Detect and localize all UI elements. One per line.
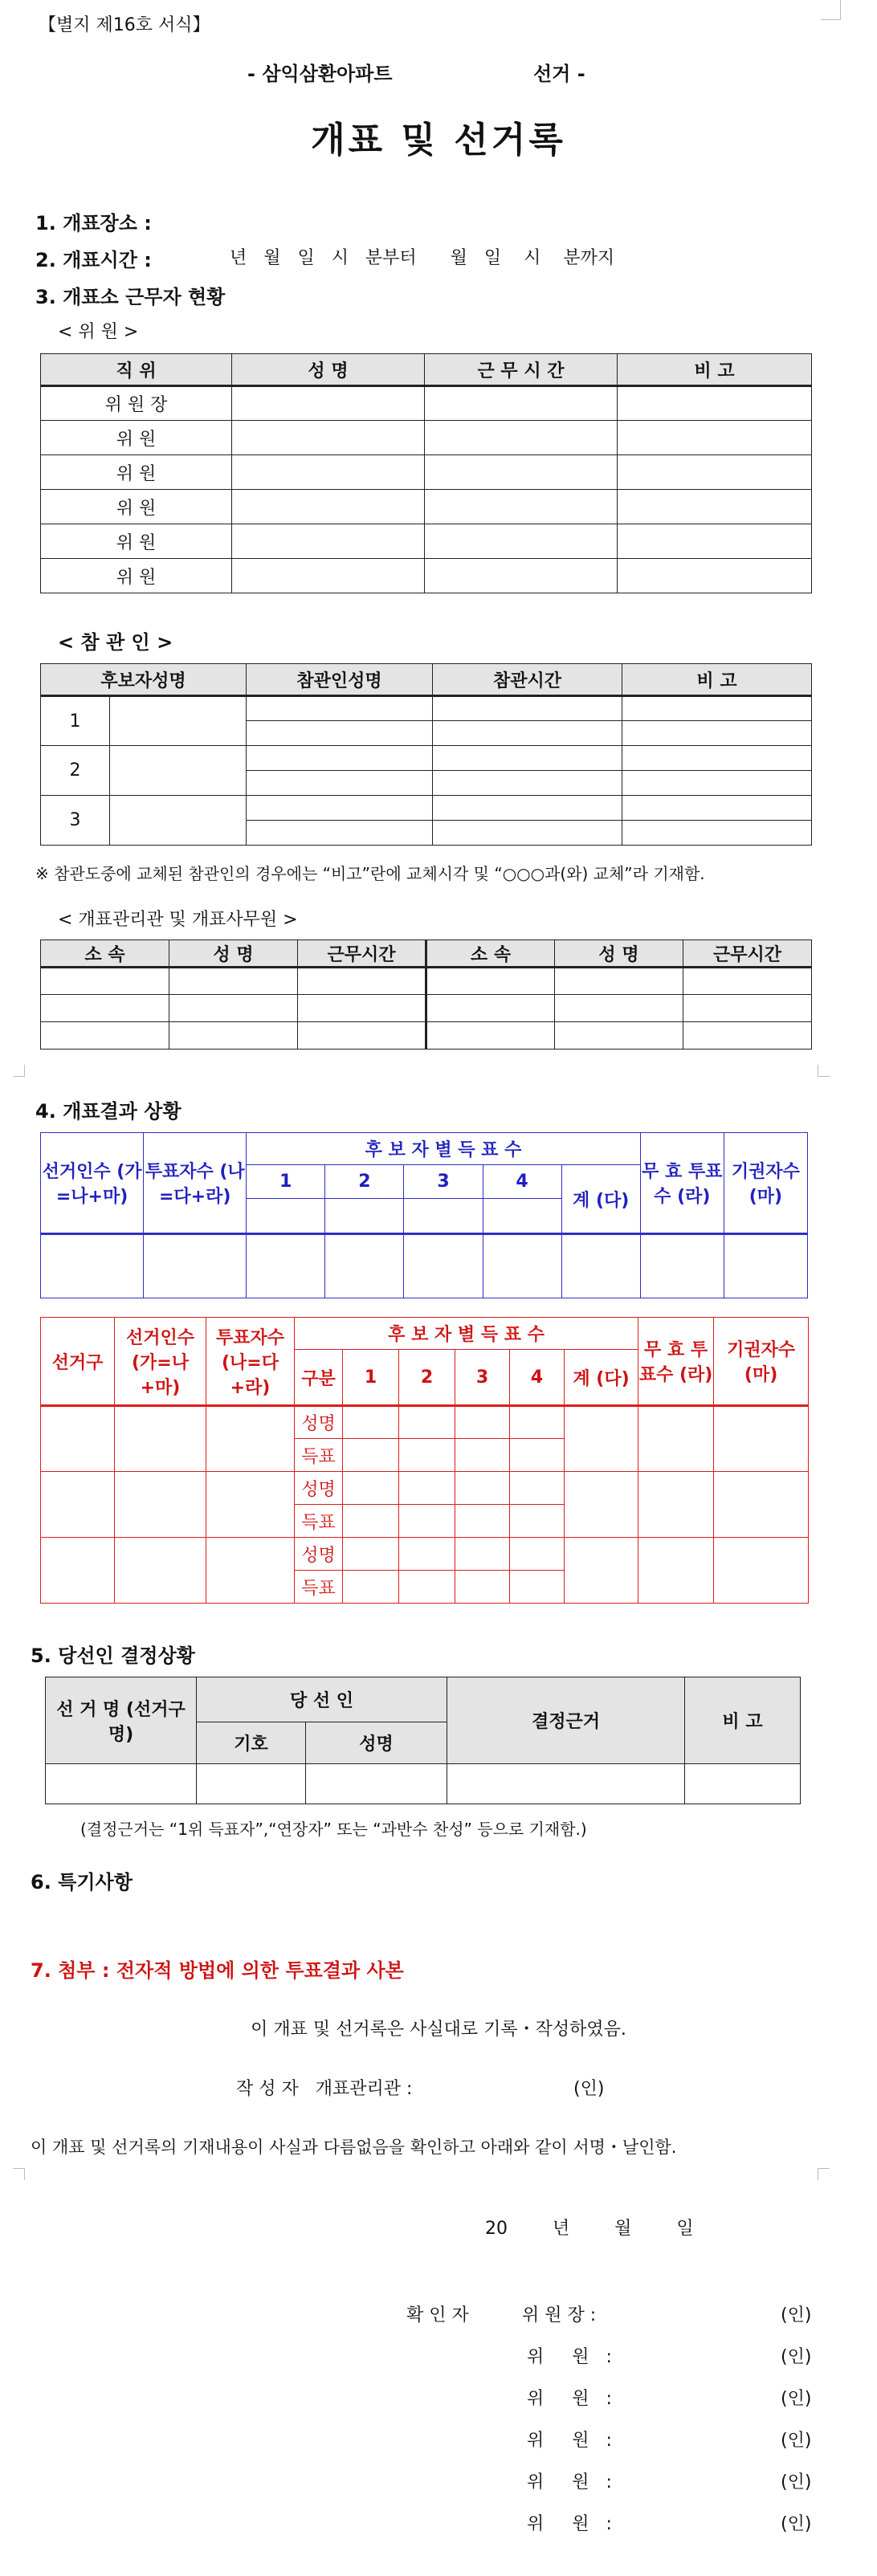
kind-header: 구분	[295, 1350, 343, 1406]
signer-chair: 위 원 장 :	[522, 2305, 597, 2325]
staff-table	[40, 940, 812, 1050]
position-cell: 위 원	[41, 455, 232, 490]
staff-cell[interactable]	[298, 1022, 426, 1050]
value-cell[interactable]	[565, 1406, 638, 1472]
signer-member: 위 원 :	[527, 2347, 612, 2367]
value-cell[interactable]	[455, 1406, 510, 1439]
position-cell: 위 원	[41, 421, 232, 455]
position-cell: 위 원 장	[41, 386, 232, 421]
staff-cell[interactable]	[555, 968, 683, 995]
row-number: 2	[41, 746, 110, 796]
value-cell[interactable]	[455, 1538, 510, 1571]
candidate-number: 4	[510, 1350, 565, 1406]
staff-cell[interactable]	[426, 995, 555, 1022]
staff-heading: < 개표관리관 및 개표사무원 >	[58, 910, 298, 930]
section-1-location: 1. 개표장소 :	[35, 212, 152, 234]
time-cell[interactable]	[433, 771, 622, 796]
row-number: 1	[41, 696, 110, 746]
staff-cell[interactable]	[169, 968, 298, 995]
candidate-number: 2	[399, 1350, 455, 1406]
results-table-red	[40, 1317, 809, 1604]
value-cell[interactable]	[638, 1472, 714, 1538]
row-kind-name: 성명	[295, 1472, 343, 1505]
candidate-cell[interactable]	[110, 696, 247, 746]
signer-seal: (인)	[781, 2514, 812, 2534]
hours-cell[interactable]	[425, 386, 618, 421]
value-cell[interactable]	[638, 1538, 714, 1604]
candidate-votes-header: 후 보 자 별 득 표 수	[295, 1318, 638, 1350]
col-header: 직 위	[41, 354, 232, 386]
staff-cell[interactable]	[555, 1022, 683, 1050]
hours-cell[interactable]	[425, 455, 618, 490]
committee-heading: < 위 원 >	[58, 322, 139, 342]
row-kind-name: 성명	[295, 1538, 343, 1571]
page-title: 개표 및 선거록	[311, 120, 566, 161]
position-cell: 위 원	[41, 490, 232, 524]
apartment-name: - 삼익삼환아파트	[247, 63, 393, 85]
position-cell: 위 원	[41, 524, 232, 559]
observer-cell[interactable]	[247, 796, 433, 821]
section-5-winner: 5. 당선인 결정상황	[31, 1645, 195, 1667]
hours-cell[interactable]	[425, 490, 618, 524]
col-header: 성 명	[169, 940, 298, 968]
candidate-name-cell[interactable]	[404, 1199, 483, 1234]
value-cell[interactable]	[343, 1472, 399, 1505]
row-number: 3	[41, 796, 110, 846]
candidate-cell[interactable]	[110, 746, 247, 796]
value-cell[interactable]	[724, 1234, 807, 1298]
value-cell[interactable]	[714, 1472, 809, 1538]
total-header: 계 (다)	[561, 1165, 640, 1234]
hours-cell[interactable]	[425, 421, 618, 455]
value-cell[interactable]	[115, 1538, 206, 1604]
observer-table	[40, 663, 812, 846]
election-label: 선거 -	[533, 63, 585, 85]
name-cell[interactable]	[232, 490, 425, 524]
name-cell[interactable]	[232, 386, 425, 421]
district-cell[interactable]	[41, 1472, 115, 1538]
value-cell[interactable]	[399, 1406, 455, 1439]
value-cell[interactable]	[343, 1505, 399, 1538]
hours-cell[interactable]	[425, 559, 618, 593]
committee-table	[40, 353, 812, 593]
note-header: 비 고	[685, 1677, 801, 1764]
winner-header: 당 선 인	[197, 1677, 447, 1722]
value-cell[interactable]	[561, 1234, 640, 1298]
abstain-header: 기권자수 (마)	[714, 1318, 809, 1406]
confirm-statement: 이 개표 및 선거록의 기재내용이 사실과 다름없음을 확인하고 아래와 같이 서명・날인함.	[31, 2138, 677, 2157]
staff-cell[interactable]	[41, 995, 169, 1022]
candidate-number: 1	[247, 1165, 325, 1199]
electors-header: 선거인수 (가=나 +마)	[115, 1318, 206, 1406]
symbol-header: 기호	[197, 1722, 306, 1764]
col-header: 소 속	[41, 940, 169, 968]
value-cell[interactable]	[510, 1406, 565, 1439]
name-cell[interactable]	[306, 1764, 447, 1804]
crop-mark	[13, 2168, 25, 2180]
row-kind-name: 성명	[295, 1406, 343, 1439]
observer-cell[interactable]	[247, 771, 433, 796]
value-cell[interactable]	[206, 1472, 295, 1538]
staff-cell[interactable]	[683, 995, 812, 1022]
staff-cell[interactable]	[41, 1022, 169, 1050]
signer-seal: (인)	[781, 2389, 812, 2409]
value-cell[interactable]	[455, 1571, 510, 1604]
candidate-name-cell[interactable]	[483, 1199, 561, 1234]
date-line: 20 년 월 일	[485, 2219, 694, 2239]
basis-cell[interactable]	[447, 1764, 685, 1804]
col-header: 비 고	[622, 664, 812, 696]
observer-cell[interactable]	[247, 821, 433, 846]
section-3-staff: 3. 개표소 근무자 현황	[35, 286, 226, 308]
value-cell[interactable]	[399, 1538, 455, 1571]
winner-table	[45, 1677, 801, 1804]
abstain-header: 기권자수 (마)	[724, 1133, 807, 1234]
value-cell[interactable]	[638, 1406, 714, 1472]
note-cell[interactable]	[618, 559, 812, 593]
observer-cell[interactable]	[247, 696, 433, 721]
col-header: 소 속	[426, 940, 555, 968]
observer-cell[interactable]	[247, 721, 433, 746]
candidate-number: 3	[455, 1350, 510, 1406]
signer-seal: (인)	[781, 2305, 812, 2325]
value-cell[interactable]	[714, 1406, 809, 1472]
signer-member: 위 원 :	[527, 2389, 612, 2409]
note-cell[interactable]	[622, 821, 812, 846]
value-cell[interactable]	[565, 1538, 638, 1604]
candidate-votes-header: 후 보 자 별 득 표 수	[247, 1133, 641, 1165]
staff-cell[interactable]	[298, 995, 426, 1022]
signer-seal: (인)	[781, 2347, 812, 2367]
signer-member: 위 원 :	[527, 2514, 612, 2534]
value-cell[interactable]	[404, 1234, 483, 1298]
basis-header: 결정근거	[447, 1677, 685, 1764]
value-cell[interactable]	[399, 1472, 455, 1505]
col-header: 성 명	[232, 354, 425, 386]
value-cell[interactable]	[565, 1472, 638, 1538]
electors-header: 선거인수 (가=나+마)	[41, 1133, 144, 1234]
note-cell[interactable]	[618, 490, 812, 524]
value-cell[interactable]	[343, 1439, 399, 1472]
row-kind-votes: 득표	[295, 1571, 343, 1604]
confirmer-label: 확 인 자	[406, 2305, 469, 2325]
total-header: 계 (다)	[565, 1350, 638, 1406]
name-cell[interactable]	[232, 559, 425, 593]
value-cell[interactable]	[343, 1571, 399, 1604]
crop-mark	[818, 2168, 830, 2180]
crop-mark	[13, 1065, 25, 1077]
signer-member: 위 원 :	[527, 2472, 612, 2492]
value-cell[interactable]	[115, 1472, 206, 1538]
name-header: 성명	[306, 1722, 447, 1764]
election-header: 선 거 명 (선거구명)	[46, 1677, 197, 1764]
value-cell[interactable]	[510, 1571, 565, 1604]
col-header: 비 고	[618, 354, 812, 386]
candidate-number: 2	[325, 1165, 404, 1199]
time-cell[interactable]	[433, 696, 622, 721]
value-cell[interactable]	[115, 1406, 206, 1472]
note-cell[interactable]	[622, 721, 812, 746]
note-cell[interactable]	[622, 796, 812, 821]
section-2-time: 2. 개표시간 :	[35, 249, 152, 271]
staff-cell[interactable]	[41, 968, 169, 995]
staff-cell[interactable]	[426, 1022, 555, 1050]
note-cell[interactable]	[618, 455, 812, 490]
crop-mark	[821, 0, 841, 20]
candidate-number: 1	[343, 1350, 399, 1406]
candidate-number: 4	[483, 1165, 561, 1199]
staff-cell[interactable]	[426, 968, 555, 995]
value-cell[interactable]	[247, 1234, 325, 1298]
name-cell[interactable]	[232, 455, 425, 490]
section-7-attachment: 7. 첨부 : 전자적 방법에 의한 투표결과 사본	[31, 1959, 404, 1982]
time-cell[interactable]	[433, 796, 622, 821]
value-cell[interactable]	[399, 1439, 455, 1472]
statement: 이 개표 및 선거록은 사실대로 기록・작성하였음.	[251, 2020, 626, 2040]
col-header: 근무시간	[683, 940, 812, 968]
signer-seal: (인)	[781, 2431, 812, 2451]
observer-note: ※ 참관도중에 교체된 참관인의 경우에는 “비고”란에 교체시각 및 “○○○과(와) 교체”라 기재함.	[35, 864, 705, 883]
note-cell[interactable]	[618, 421, 812, 455]
symbol-cell[interactable]	[197, 1764, 306, 1804]
value-cell[interactable]	[343, 1538, 399, 1571]
note-cell[interactable]	[618, 386, 812, 421]
col-header: 근 무 시 간	[425, 354, 618, 386]
value-cell[interactable]	[343, 1406, 399, 1439]
col-header: 성 명	[555, 940, 683, 968]
author-seal: (인)	[573, 2079, 605, 2099]
observer-cell[interactable]	[247, 746, 433, 771]
candidate-name-cell[interactable]	[247, 1199, 325, 1234]
value-cell[interactable]	[510, 1538, 565, 1571]
candidate-name-cell[interactable]	[325, 1199, 404, 1234]
time-cell[interactable]	[433, 821, 622, 846]
row-kind-votes: 득표	[295, 1439, 343, 1472]
note-cell[interactable]	[685, 1764, 801, 1804]
col-header: 근무시간	[298, 940, 426, 968]
section-4-results: 4. 개표결과 상황	[35, 1100, 182, 1123]
value-cell[interactable]	[206, 1538, 295, 1604]
time-fields: 년 월 일 시 분부터 월 일 시 분까지	[230, 248, 615, 268]
voters-header: 투표자수 (나=다+라)	[144, 1133, 247, 1234]
value-cell[interactable]	[41, 1234, 144, 1298]
value-cell[interactable]	[399, 1505, 455, 1538]
col-header: 후보자성명	[41, 664, 247, 696]
results-table-blue	[40, 1132, 808, 1298]
value-cell[interactable]	[399, 1571, 455, 1604]
crop-mark	[818, 1065, 830, 1077]
value-cell[interactable]	[325, 1234, 404, 1298]
value-cell[interactable]	[455, 1472, 510, 1505]
winner-note: (결정근거는 “1위 득표자”,“연장자” 또는 “과반수 찬성” 등으로 기재함.)	[80, 1820, 587, 1839]
staff-cell[interactable]	[683, 968, 812, 995]
staff-cell[interactable]	[169, 995, 298, 1022]
candidate-number: 3	[404, 1165, 483, 1199]
col-header: 참관인성명	[247, 664, 433, 696]
form-label: 【별지 제16호 서식】	[39, 15, 210, 35]
signer-seal: (인)	[781, 2472, 812, 2492]
staff-cell[interactable]	[298, 968, 426, 995]
value-cell[interactable]	[483, 1234, 561, 1298]
note-cell[interactable]	[622, 696, 812, 721]
observer-heading: < 참 관 인 >	[58, 631, 173, 654]
note-cell[interactable]	[622, 771, 812, 796]
staff-cell[interactable]	[555, 995, 683, 1022]
value-cell[interactable]	[510, 1472, 565, 1505]
staff-cell[interactable]	[683, 1022, 812, 1050]
name-cell[interactable]	[232, 421, 425, 455]
signer-member: 위 원 :	[527, 2431, 612, 2451]
author-label: 작 성 자 개표관리관 :	[236, 2079, 413, 2099]
position-cell: 위 원	[41, 559, 232, 593]
invalid-header: 무 효 투표수 (라)	[640, 1133, 724, 1234]
value-cell[interactable]	[510, 1439, 565, 1472]
row-kind-votes: 득표	[295, 1505, 343, 1538]
value-cell[interactable]	[510, 1505, 565, 1538]
time-cell[interactable]	[433, 721, 622, 746]
district-header: 선거구	[41, 1318, 115, 1406]
election-cell[interactable]	[46, 1764, 197, 1804]
district-cell[interactable]	[41, 1538, 115, 1604]
col-header: 참관시간	[433, 664, 622, 696]
section-6-remarks: 6. 특기사항	[31, 1871, 133, 1893]
voters-header: 투표자수 (나=다 +라)	[206, 1318, 295, 1406]
value-cell[interactable]	[455, 1505, 510, 1538]
value-cell[interactable]	[714, 1538, 809, 1604]
value-cell[interactable]	[206, 1406, 295, 1472]
staff-cell[interactable]	[169, 1022, 298, 1050]
note-cell[interactable]	[618, 524, 812, 559]
time-cell[interactable]	[433, 746, 622, 771]
name-cell[interactable]	[232, 524, 425, 559]
value-cell[interactable]	[640, 1234, 724, 1298]
district-cell[interactable]	[41, 1406, 115, 1472]
hours-cell[interactable]	[425, 524, 618, 559]
value-cell[interactable]	[455, 1439, 510, 1472]
value-cell[interactable]	[144, 1234, 247, 1298]
note-cell[interactable]	[622, 746, 812, 771]
invalid-header: 무 효 투표수 (라)	[638, 1318, 714, 1406]
candidate-cell[interactable]	[110, 796, 247, 846]
